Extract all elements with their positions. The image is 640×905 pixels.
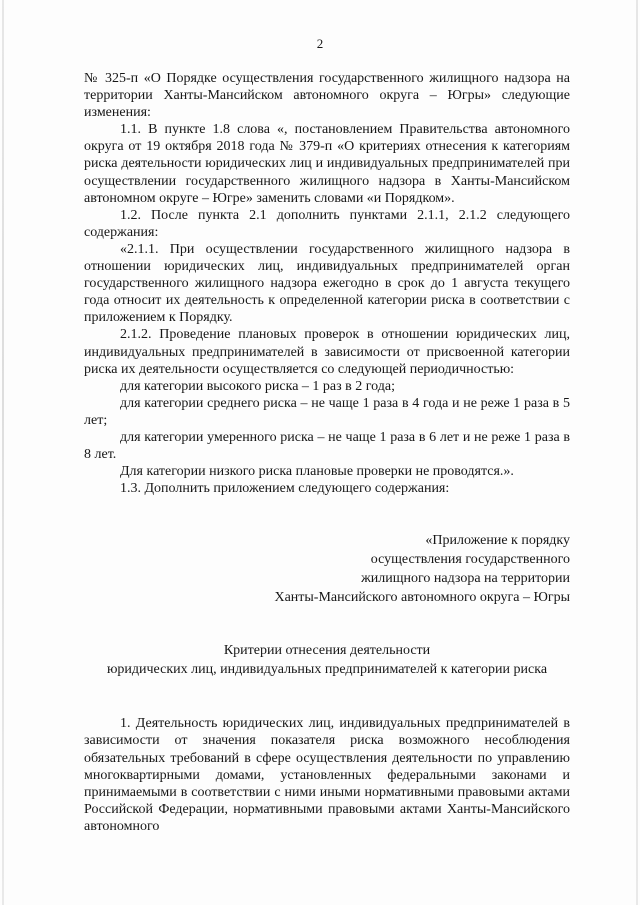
scan-edge-right — [636, 0, 638, 905]
criteria-title-line: юридических лиц, индивидуальных предпринимателей к категории риска — [106, 662, 548, 678]
criteria-point-1: 1. Деятельность юридических лиц, индивидуальных предпринимателей в зависимости от значения показателя риска возможного несоблюдения обязательных требований в сфере осуществления деятельности по управлению многоквартирными домами, установленных федеральными законами и принимаемыми в соответствии с ними иными нормативными правовыми актами Российской Федерации, нормативными правовыми актами Ханты-Мансийского автономного — [84, 716, 570, 834]
appendix-line: осуществления государственного — [370, 552, 570, 568]
risk-moderate-line: для категории умеренного риска – не чаще 1 раза в 6 лет и не реже 1 раза в 8 лет. — [84, 429, 570, 463]
scan-edge-left — [2, 0, 4, 905]
risk-medium-line: для категории среднего риска – не чаще 1 раза в 4 года и не реже 1 раза в 5 лет; — [84, 395, 570, 428]
paragraph-1-2: 1.2. После пункта 2.1 дополнить пунктами 2.1.1, 2.1.2 следующего содержания: — [84, 207, 570, 240]
risk-high-line: для категории высокого риска – 1 раз в 2 года; — [120, 378, 395, 394]
appendix-line: «Приложение к порядку — [425, 533, 570, 549]
appendix-line: Ханты-Мансийского автономного округа – Югры — [274, 590, 570, 606]
paragraph-2-1-1: «2.1.1. При осуществлении государственного жилищного надзора в отношении юридических лиц, индивидуальных предпринимателей орган государственного жилищного надзора ежегодно в срок до 1 августа текущего года относит их деятельность к определенной категории риска в соответствии с приложением к Порядку. — [84, 241, 570, 326]
paragraph-1-3: 1.3. Дополнить приложением следующего содержания: — [120, 481, 450, 497]
paragraph-1-1: 1.1. В пункте 1.8 слова «, постановлением Правительства автономного округа от 19 октября 2018 года № 379-п «О критериях отнесения к категориям риска деятельности юридических лиц и индивидуальных предпринимателей при осуществлении государственного жилищного надзора в Ханты-Мансийском автономном округе – Югре» заменить словами «и Порядком». — [84, 122, 570, 206]
criteria-title — [84, 641, 570, 679]
page-number: 2 — [316, 36, 324, 51]
criteria-title-line: Критерии отнесения деятельности — [223, 643, 431, 659]
paragraph-2-1-2: 2.1.2. Проведение плановых проверок в отношении юридических лиц, индивидуальных предпринимателей в зависимости от присвоенной категории риска их деятельности осуществляется со следующей периодичностью: — [84, 327, 570, 377]
risk-low-line: Для категории низкого риска плановые проверки не проводятся.». — [120, 464, 514, 480]
document-body — [84, 70, 570, 835]
appendix-heading — [84, 531, 570, 607]
appendix-line: жилищного надзора на территории — [361, 571, 570, 587]
intro-paragraph: № 325-п «О Порядке осуществления государственного жилищного надзора на территории Ханты-Мансийском автономного округа – Югры» следующие изменения: — [84, 71, 570, 121]
